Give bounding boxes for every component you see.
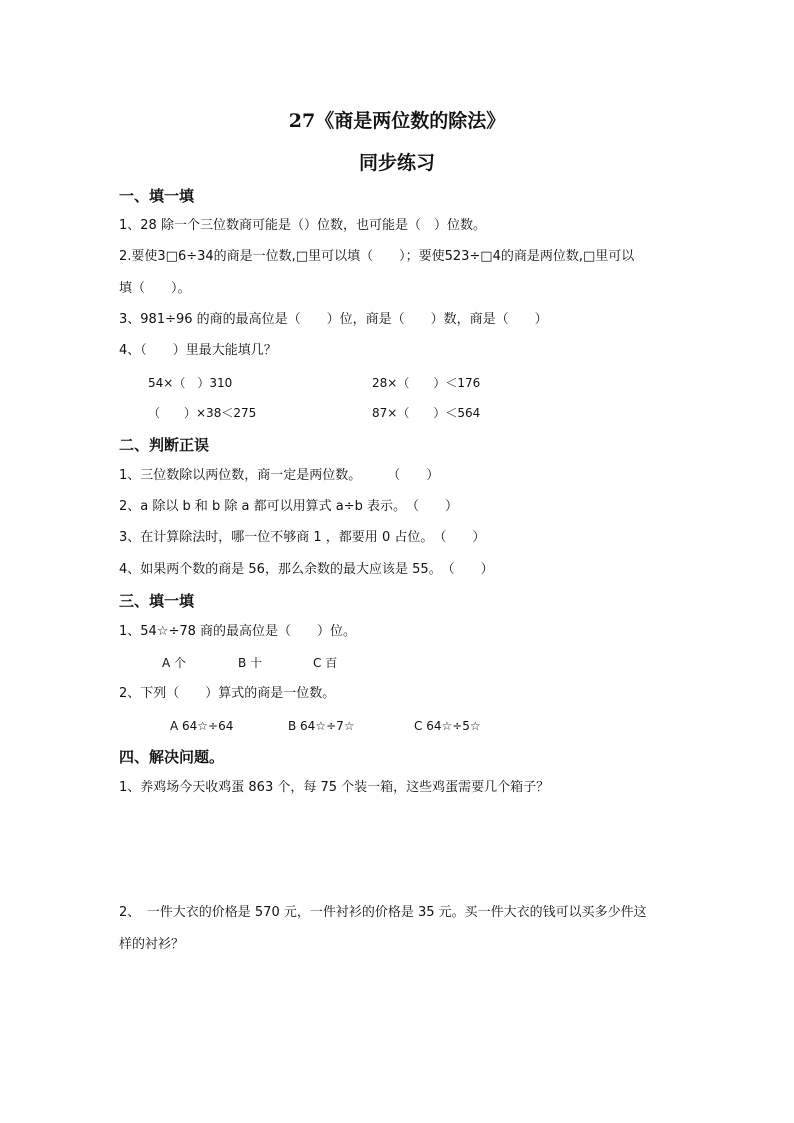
question-line: 3、在计算除法时，哪一位不够商 1 ，都要用 0 占位。 （ ） [119,530,486,545]
question-line: 1、三位数除以两位数，商一定是两位数。 （ ） [119,468,440,483]
page-title: 27《商是两位数的除法》 [288,110,506,132]
question-line: 2.要使3□6÷34的商是一位数,□里可以填（ ）；要使523÷□4的商是两位数,□里可以 [119,249,635,264]
fill-item: 54×（ ）310 [148,376,233,390]
page-subtitle: 同步练习 [358,152,435,174]
option-item: C 64☆÷5☆ [414,719,481,733]
option-item: B 64☆÷7☆ [288,719,355,733]
section-heading-3: 三、填一填 [119,592,195,610]
question-line: 1、54☆÷78 商的最高位是（ ）位。 [119,624,357,639]
section-heading-4: 四、解决问题。 [119,748,225,766]
question-line: 填（ ）。 [119,281,191,296]
section-heading-1: 一、填一填 [119,187,195,205]
option-item: C 百 [313,656,338,670]
fill-item: 87×（ ）＜564 [372,406,481,420]
question-line: 1、28 除一个三位数商可能是（）位数，也可能是（ ）位数。 [119,218,486,233]
question-line: 4、（ ）里最大能填几？ [119,343,277,358]
question-line: 样的衬衫？ [119,937,185,952]
question-line: 2、下列（ ）算式的商是一位数。 [119,686,336,701]
question-line: 3、981÷96 的商的最高位是（ ）位，商是（ ）数，商是（ ） [119,312,548,327]
question-line: 2、 一件大衣的价格是 570 元，一件衬衫的价格是 35 元。买一件大衣的钱可以买多少件这 [119,905,647,920]
option-item: A 64☆÷64 [170,719,234,733]
fill-item: （ ）×38＜275 [148,406,257,420]
option-item: B 十 [238,656,263,670]
question-line: 1、养鸡场今天收鸡蛋 863 个，每 75 个装一箱，这些鸡蛋需要几个箱子？ [119,780,550,795]
fill-item: 28×（ ）＜176 [372,376,481,390]
section-heading-2: 二、判断正误 [119,436,210,454]
question-line: 4、如果两个数的商是 56，那么余数的最大应该是 55。 （ ） [119,562,494,577]
question-line: 2、a 除以 b 和 b 除 a 都可以用算式 a÷b 表示。 （ ） [119,499,459,514]
option-item: A 个 [162,656,187,670]
